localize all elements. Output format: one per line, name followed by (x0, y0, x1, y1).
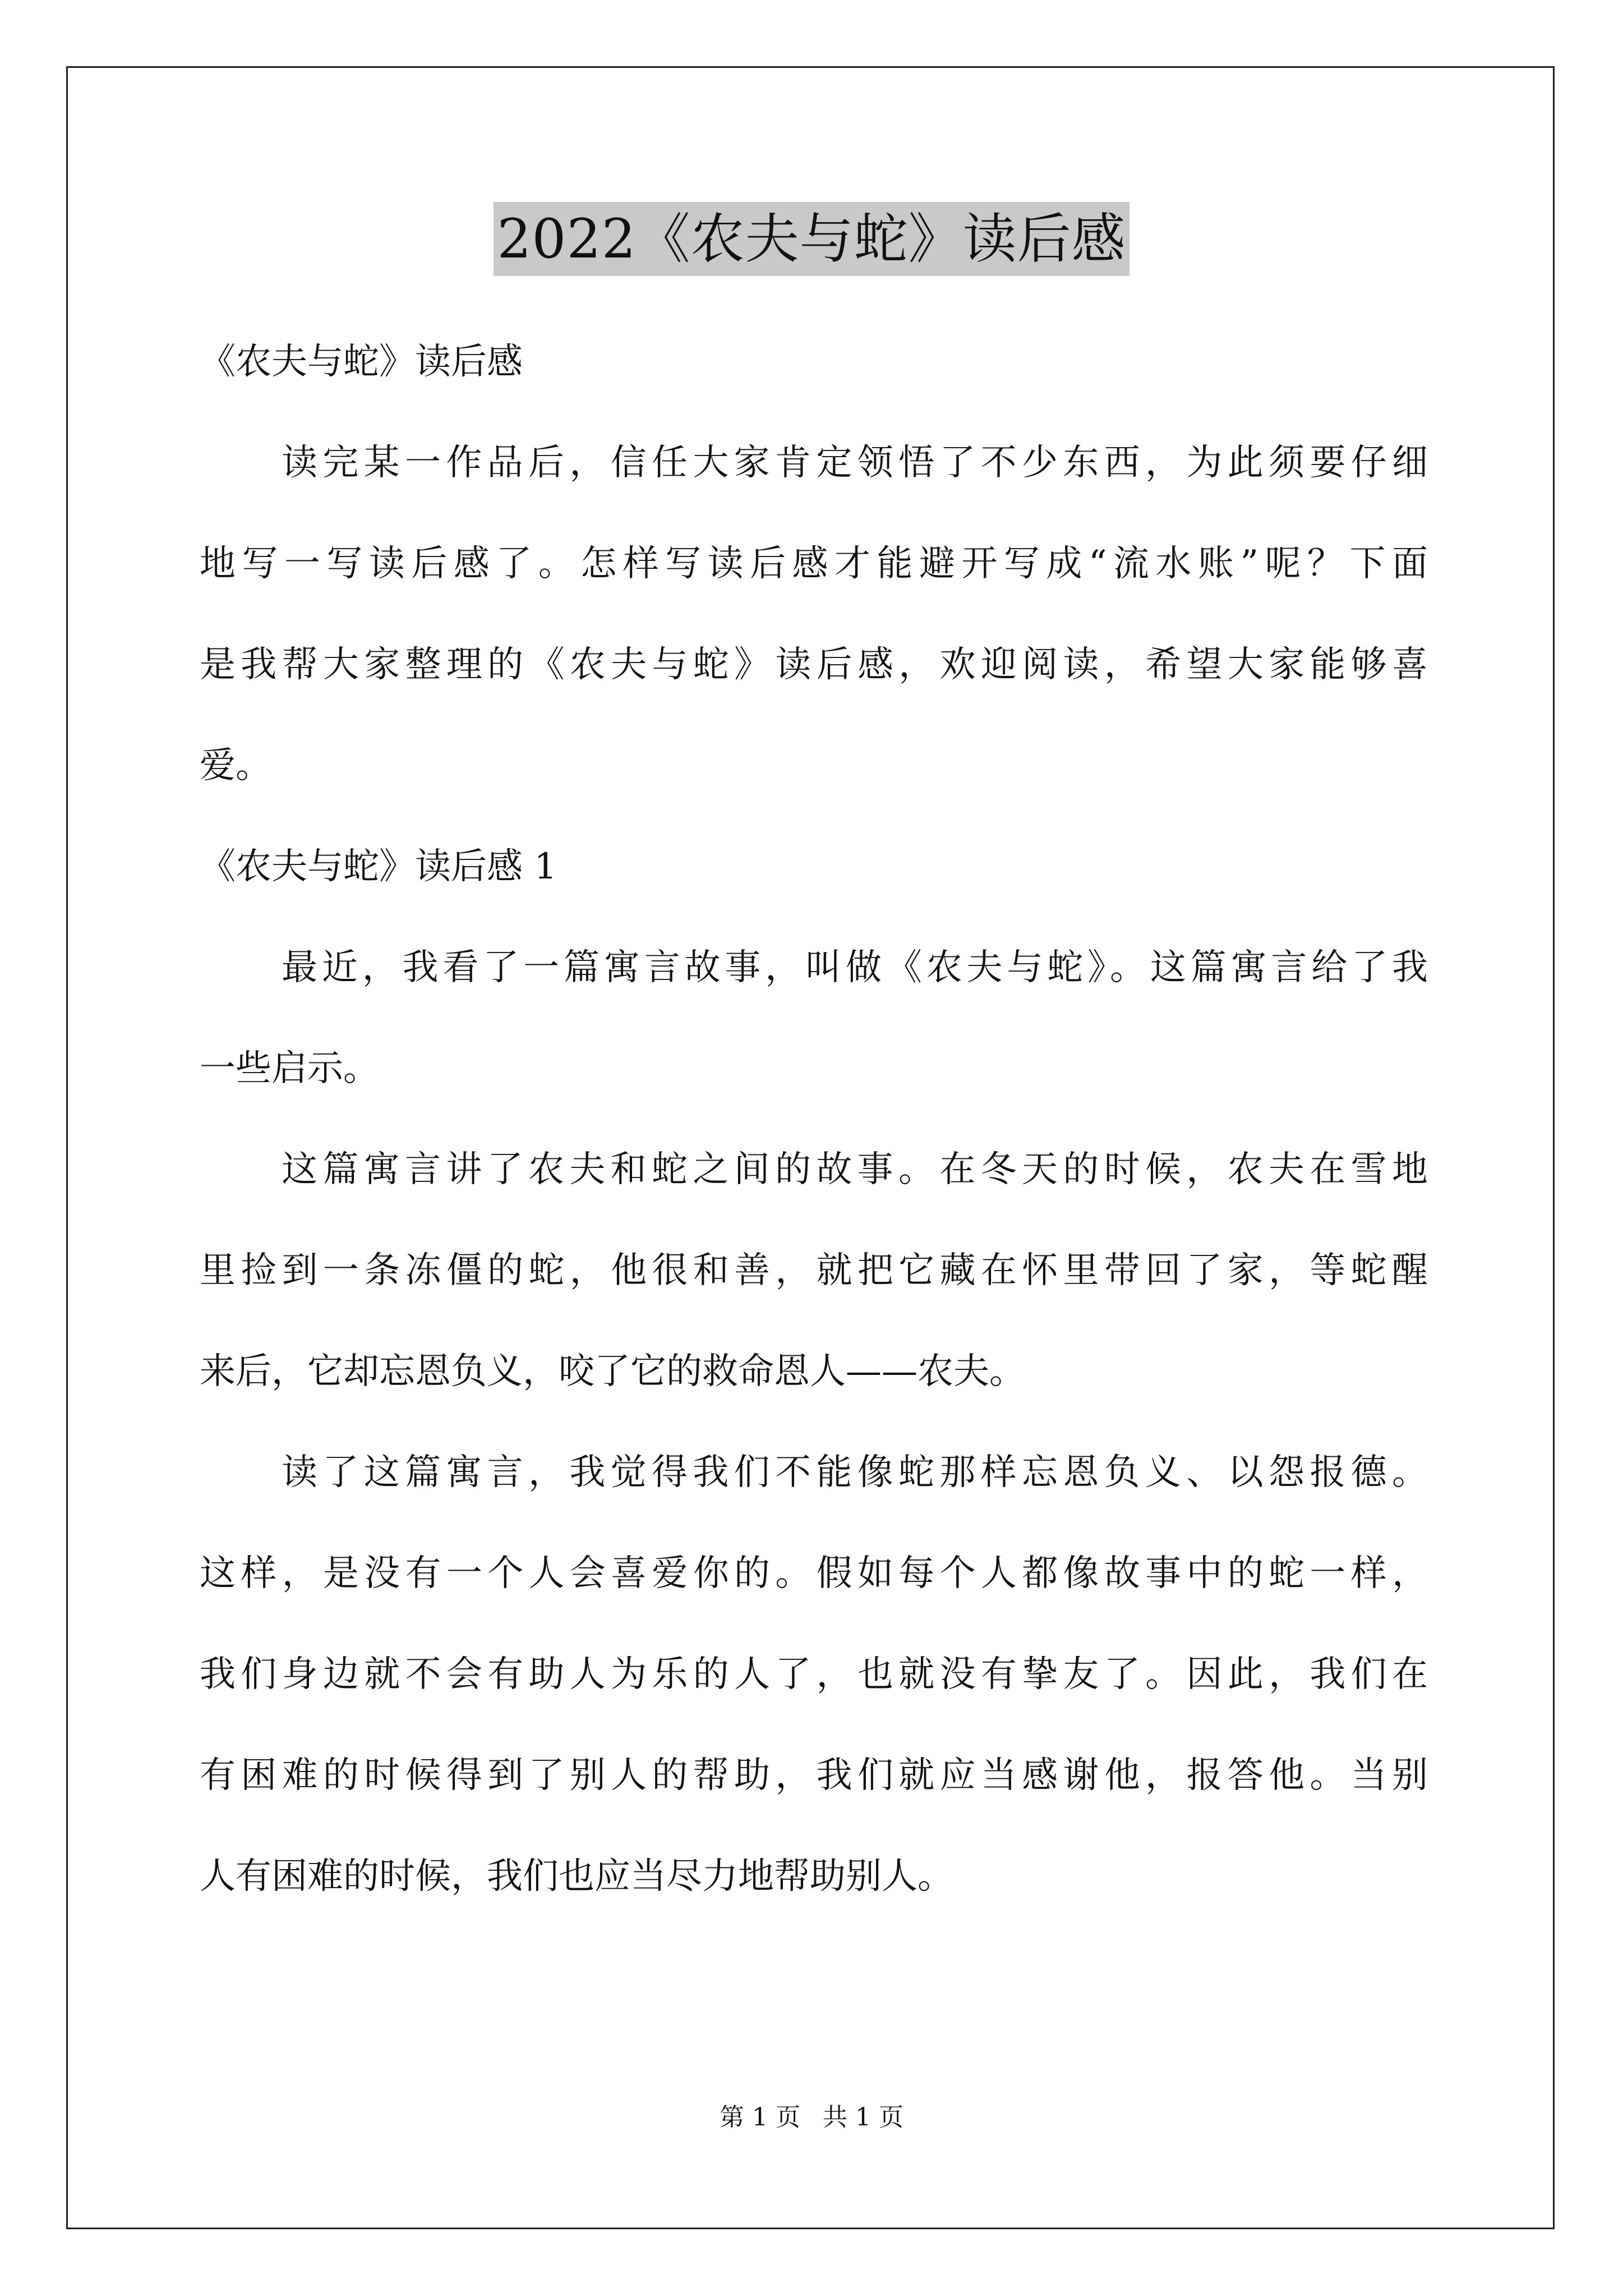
paragraph-line: 来后，它却忘恩负义，咬了它的救命恩人——农夫。 (200, 1351, 1025, 1392)
paragraph-line: 有困难的时候得到了别人的帮助，我们就应当感谢他，报答他。当别 (200, 1755, 1428, 1796)
paragraph-line: 爱。 (200, 745, 271, 786)
paragraph-line: 一些启示。 (200, 1048, 379, 1089)
paragraph-line: 是我帮大家整理的《农夫与蛇》读后感，欢迎阅读，希望大家能够喜 (200, 644, 1428, 685)
paragraph-line: 里捡到一条冻僵的蛇，他很和善，就把它藏在怀里带回了家，等蛇醒 (200, 1250, 1428, 1291)
paragraph-line: 我们身边就不会有助人为乐的人了，也就没有挚友了。因此，我们在 (200, 1654, 1428, 1695)
paragraph-line: 地写一写读后感了。怎样写读后感才能避开写成“流水账”呢？下面 (200, 543, 1428, 585)
section-heading: 《农夫与蛇》读后感 1 (200, 846, 557, 887)
section-heading: 《农夫与蛇》读后感 (200, 341, 523, 383)
paragraph-line: 这样，是没有一个人会喜爱你的。假如每个人都像故事中的蛇一样， (200, 1553, 1428, 1594)
title-container (0, 202, 1623, 276)
document-body (200, 311, 1428, 1927)
page-total: 共 1 页 (823, 2103, 903, 2132)
paragraph-line: 最近，我看了一篇寓言故事，叫做《农夫与蛇》。这篇寓言给了我 (282, 947, 1428, 988)
document-title: 2022《农夫与蛇》读后感 (494, 202, 1129, 276)
paragraph-line: 人有困难的时候，我们也应当尽力地帮助别人。 (200, 1856, 953, 1897)
page-footer (0, 2101, 1623, 2134)
page-number: 第 1 页 (720, 2103, 800, 2132)
paragraph-line: 读了这篇寓言，我觉得我们不能像蛇那样忘恩负义、以怨报德。 (282, 1452, 1428, 1493)
paragraph-line: 这篇寓言讲了农夫和蛇之间的故事。在冬天的时候，农夫在雪地 (282, 1149, 1428, 1190)
paragraph-line: 读完某一作品后，信任大家肯定领悟了不少东西，为此须要仔细 (282, 442, 1428, 484)
